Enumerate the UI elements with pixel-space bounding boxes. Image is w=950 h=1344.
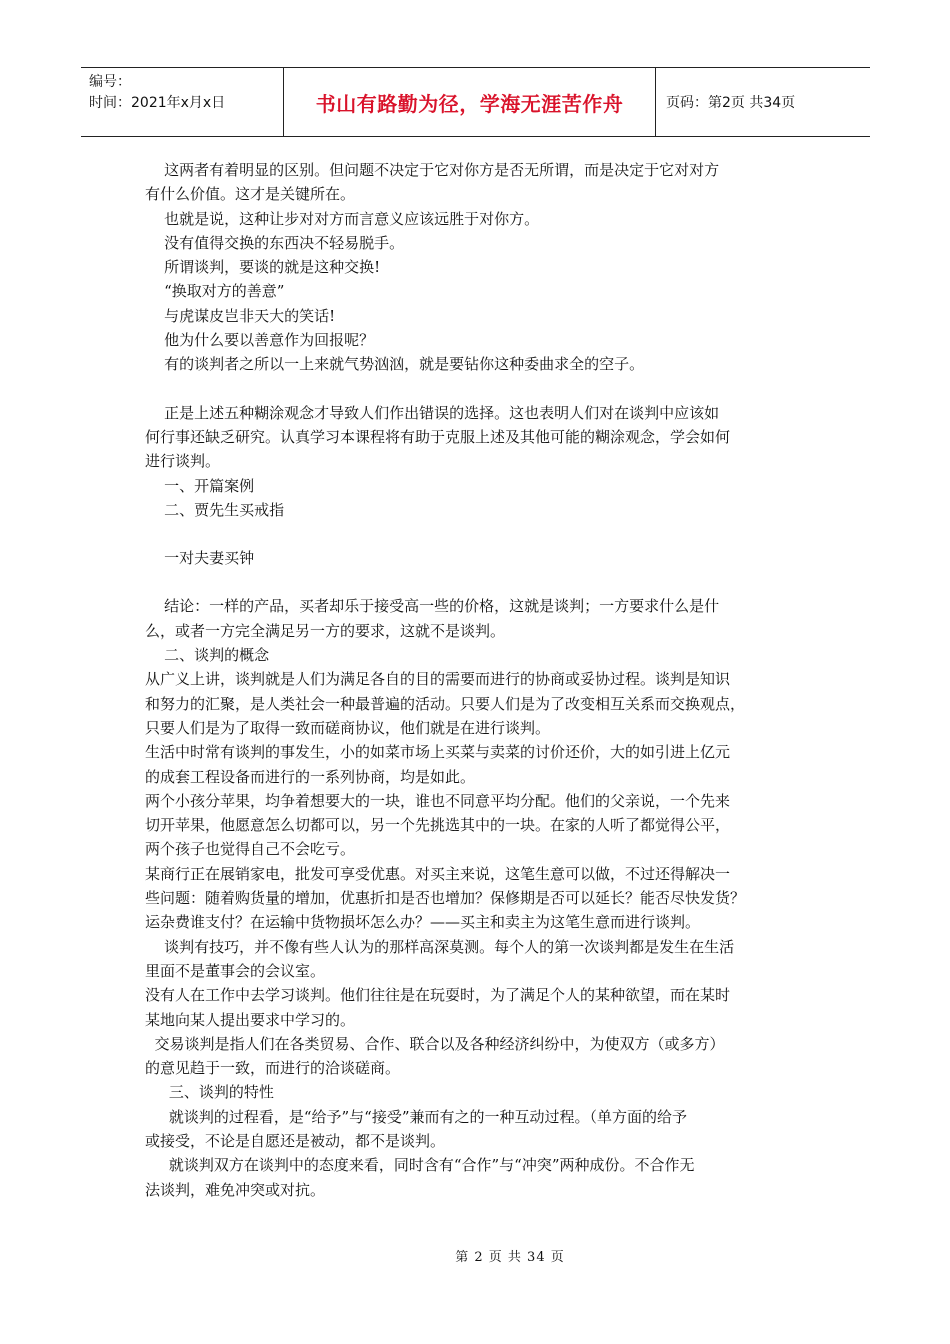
body-text-line: “换取对方的善意” <box>145 282 285 301</box>
body-text-line: 正是上述五种糊涂观念才导致人们作出错误的选择。这也表明人们对在谈判中应该如 <box>145 403 720 422</box>
body-text-line: 或接受，不论是自愿还是被动，都不是谈判。 <box>145 1131 446 1150</box>
header-page-number: 页码：第2页 共34页 <box>666 95 796 111</box>
body-text-line: 从广义上讲，谈判就是人们为满足各自的目的需要而进行的协商或妥协过程。谈判是知识 <box>145 670 731 689</box>
body-text-line: 生活中时常有谈判的事发生，小的如菜市场上买菜与卖菜的讨价还价，大的如引进上亿元 <box>145 743 731 762</box>
paragraph-gap <box>145 570 810 594</box>
body-text-line: 法谈判，难免冲突或对抗。 <box>145 1180 326 1199</box>
body-text-line: 进行谈判。 <box>145 452 221 471</box>
body-text-line: 二、谈判的概念 <box>145 646 270 665</box>
page-footer: 第 2 页 共 34 页 <box>455 1250 565 1265</box>
body-text-line: 某地向某人提出要求中学习的。 <box>145 1010 356 1029</box>
body-text-line: 两个小孩分苹果，均争着想要大的一块，谁也不同意平均分配。他们的父亲说，一个先来 <box>145 791 731 810</box>
body-text-line: 的成套工程设备而进行的一系列协商，均是如此。 <box>145 767 476 786</box>
body-text-line: 就谈判的过程看，是“给予”与“接受”兼而有之的一种互动过程。（单方面的给予 <box>145 1107 688 1126</box>
body-text-line: 何行事还缺乏研究。认真学习本课程将有助于克服上述及其他可能的糊涂观念，学会如何 <box>145 427 731 446</box>
body-text-line: 么，或者一方完全满足另一方的要求，这就不是谈判。 <box>145 621 506 640</box>
body-text-line: 与虎谋皮岂非天大的笑话! <box>145 306 336 325</box>
body-text-line: 所谓谈判，要谈的就是这种交换! <box>145 258 381 277</box>
body-text-line: 一、开篇案例 <box>145 476 255 495</box>
body-text-line: 有的谈判者之所以一上来就气势汹汹，就是要钻你这种委曲求全的空子。 <box>145 355 645 374</box>
document-body <box>145 158 810 1202</box>
body-text-line: 他为什么要以善意作为回报呢？ <box>145 331 375 350</box>
body-text-line: 和努力的汇聚，是人类社会一种最普遍的活动。只要人们是为了改变相互关系而交换观点， <box>145 694 746 713</box>
document-number-label: 编号： <box>89 74 131 90</box>
body-text-line: 些问题：随着购货量的增加，优惠折扣是否也增加？保修期是否可以延长？能否尽快发货？ <box>145 889 746 908</box>
body-text-line: 没有人在工作中去学习谈判。他们往往是在玩耍时，为了满足个人的某种欲望，而在某时 <box>145 986 731 1005</box>
body-text-line: 两个孩子也觉得自己不会吃亏。 <box>145 840 356 859</box>
body-text-line: 某商行正在展销家电，批发可享受优惠。对买主来说，这笔生意可以做，不过还得解决一 <box>145 864 731 883</box>
body-text-line: 二、贾先生买戒指 <box>145 500 285 519</box>
body-text-line: 这两者有着明显的区别。但问题不决定于它对你方是否无所谓，而是决定于它对对方 <box>145 161 720 179</box>
body-text-line: 一对夫妻买钟 <box>145 549 255 568</box>
body-text-line: 运杂费谁支付？在运输中货物损坏怎么办？——买主和卖主为这笔生意而进行谈判。 <box>145 913 701 932</box>
body-text-line: 交易谈判是指人们在各类贸易、合作、联合以及各种经济纠纷中，为使双方（或多方） <box>145 1034 725 1053</box>
paragraph-gap <box>145 522 810 546</box>
body-text-line: 结论：一样的产品，买者却乐于接受高一些的价格，这就是谈判；一方要求什么是什 <box>145 597 720 616</box>
header-meta <box>81 68 283 136</box>
body-text-line: 也就是说，这种让步对对方而言意义应该远胜于对你方。 <box>145 209 540 228</box>
body-text-line: 没有值得交换的东西决不轻易脱手。 <box>145 233 405 252</box>
paragraph-gap <box>145 377 810 401</box>
body-text-line: 谈判有技巧，并不像有些人认为的那样高深莫测。每个人的第一次谈判都是发生在生活 <box>145 937 735 956</box>
body-text-line: 三、谈判的特性 <box>145 1083 274 1102</box>
body-text-line: 的意见趋于一致，而进行的洽谈磋商。 <box>145 1059 401 1078</box>
body-text-line: 就谈判双方在谈判中的态度来看，同时含有“合作”与“冲突”两种成份。不合作无 <box>145 1156 695 1175</box>
body-text-line: 有什么价值。这才是关键所在。 <box>145 185 356 204</box>
body-text-line: 切开苹果，他愿意怎么切都可以，另一个先挑选其中的一块。在家的人听了都觉得公平， <box>145 816 731 835</box>
body-text-line: 里面不是董事会的会议室。 <box>145 961 326 980</box>
page-header <box>81 67 870 137</box>
header-motto: 书山有路勤为径，学海无涯苦作舟 <box>283 68 656 136</box>
body-text-line: 只要人们是为了取得一致而磋商协议，他们就是在进行谈判。 <box>145 718 551 737</box>
document-date-label: 时间：2021年x月x日 <box>89 95 226 111</box>
